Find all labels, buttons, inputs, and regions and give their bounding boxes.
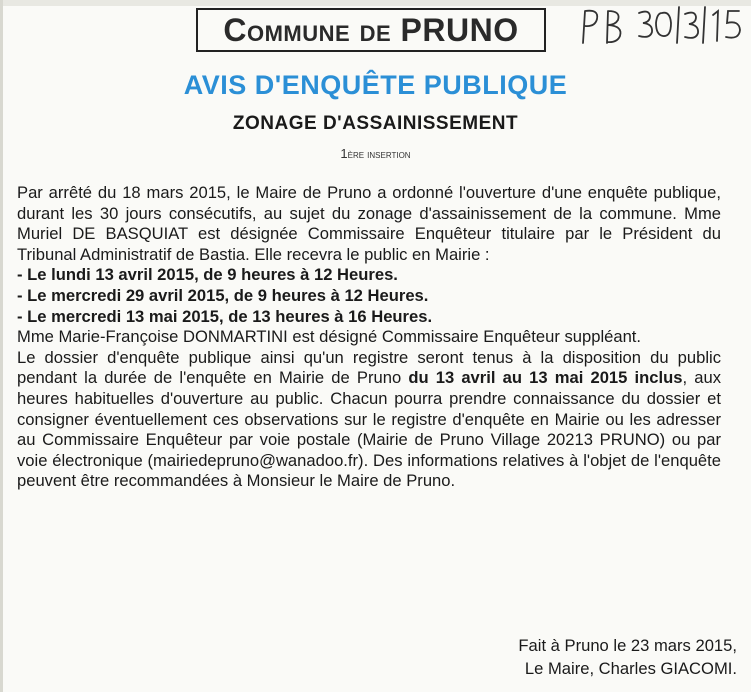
commune-title-box <box>196 8 546 52</box>
notice-subheadline: ZONAGE D'ASSAINISSEMENT <box>232 113 519 134</box>
insertion-label <box>0 146 751 161</box>
signature-signatory: Le Maire, Charles GIACOMI. <box>524 659 737 678</box>
dossier-text-start: Le dossier d'enquête publique ainsi qu'un registre seront tenus à la disposition du public pendant la durée de l'enquête en Mairie de Pruno <box>17 347 721 388</box>
paragraph-decree: Par arrêté du 18 mars 2015, le Maire de Pruno a ordonné l'ouverture d'une enquête publique, durant les 30 jours consécutifs, au sujet du zonage d'assainissement de la commune. Mme Muriel DE BASQUIAT est désignée Commissaire Enquêteur titulaire par le Président du Tribunal Administratif de Bastia. Elle recevra le public en Mairie : <box>17 183 721 264</box>
paragraph-deputy: Mme Marie-Françoise DONMARTINI est désigné Commissaire Enquêteur suppléant. <box>17 327 642 347</box>
scan-edge-left <box>0 0 3 692</box>
signature-block <box>518 634 737 680</box>
dossier-period: du 13 avril au 13 mai 2015 inclus <box>408 368 683 388</box>
handwritten-annotation-drawing <box>577 3 749 47</box>
signature-place-date: Fait à Pruno le 23 mars 2015, <box>518 636 737 655</box>
schedule-date-1: - Le lundi 13 avril 2015, de 9 heures à 12 Heures. <box>17 265 398 285</box>
commune-title: Commune de PRUNO <box>223 12 519 48</box>
insertion-number: 1 <box>340 146 348 161</box>
insertion-text: ère insertion <box>347 149 411 161</box>
schedule-date-2: - Le mercredi 29 avril 2015, de 9 heures à 12 Heures. <box>17 285 429 305</box>
schedule-date-3: - Le mercredi 13 mai 2015, de 13 heures à 16 Heures. <box>17 306 433 326</box>
paragraph-dossier <box>17 348 721 492</box>
handwritten-annotation <box>577 3 749 47</box>
notice-body <box>17 183 721 492</box>
notice-headline: AVIS D'ENQUÊTE PUBLIQUE <box>183 70 568 100</box>
dossier-text-end: , aux heures habituelles d'ouverture au public. Chacun pourra prendre connaissance du dossier et consigner éventuellement ces observations sur le registre d'enquête en Mairie ou les adresser au Commissaire Enquêteur par voie postale (Mairie de Pruno Village 20213 PRUNO) ou par voie électronique (mairiedepruno@wanadoo.fr). Des informations relatives à l'objet de l'enquête peuvent être recommandées à Monsieur le Maire de Pruno. <box>17 368 721 491</box>
